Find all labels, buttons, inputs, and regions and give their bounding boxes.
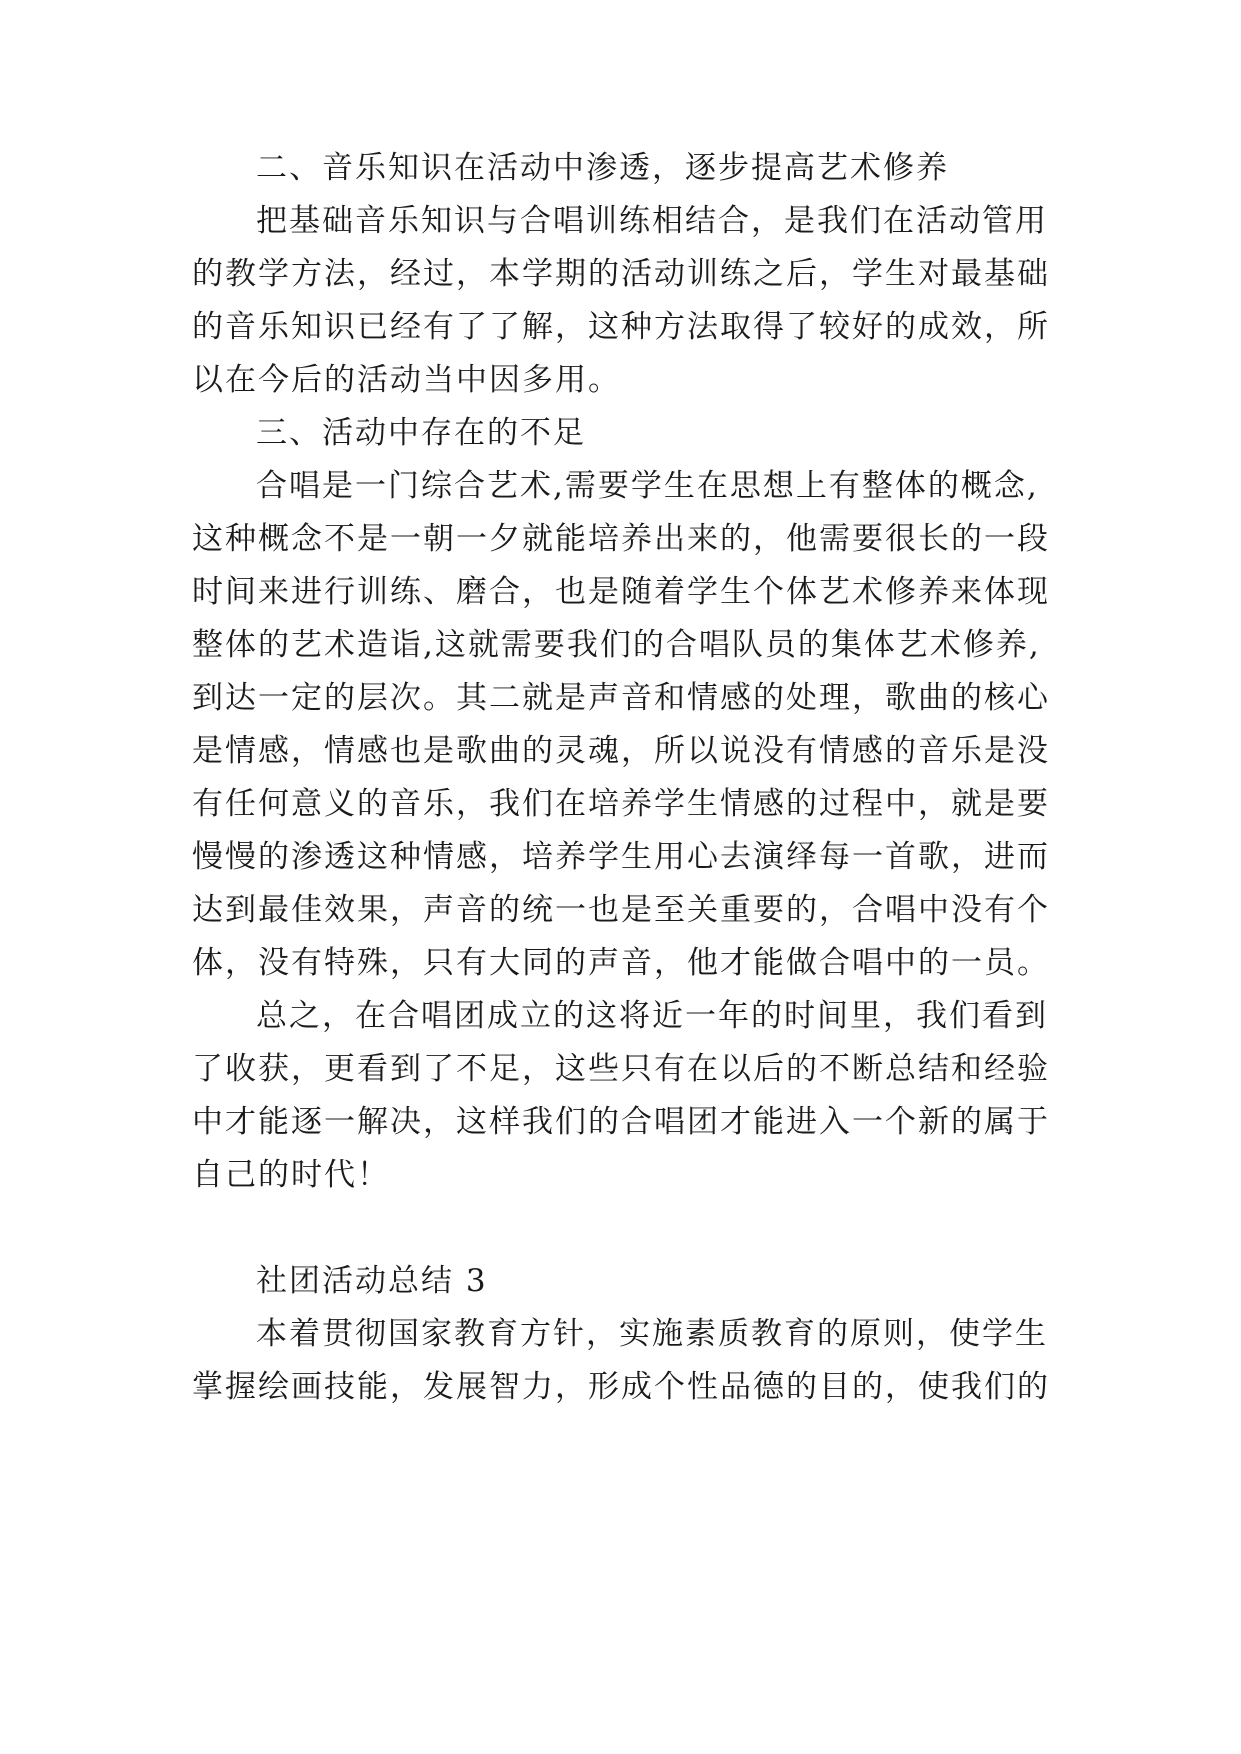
paragraph-line: 以在今后的活动当中因多用。 [192, 362, 621, 398]
paragraph-line: 掌握绘画技能，发展智力，形成个性品德的目的，使我们的 [192, 1369, 1050, 1405]
paragraph-line: 是情感，情感也是歌曲的灵魂，所以说没有情感的音乐是没 [192, 733, 1050, 769]
paragraph-line: 的音乐知识已经有了了解，这种方法取得了较好的成效，所 [192, 309, 1050, 345]
paragraph-line: 慢慢的渗透这种情感，培养学生用心去演绎每一首歌，进而 [192, 839, 1050, 875]
paragraph-line: 了收获，更看到了不足，这些只有在以后的不断总结和经验 [192, 1051, 1050, 1087]
paragraph-line: 这种概念不是一朝一夕就能培养出来的，他需要很长的一段 [192, 521, 1050, 557]
section-title: 社团活动总结 3 [256, 1263, 488, 1299]
paragraph-line: 中才能逐一解决，这样我们的合唱团才能进入一个新的属于 [192, 1104, 1050, 1140]
paragraph-line: 达到最佳效果，声音的统一也是至关重要的，合唱中没有个 [192, 892, 1050, 928]
paragraph-line: 的教学方法，经过，本学期的活动训练之后，学生对最基础 [192, 256, 1050, 292]
paragraph-line: 把基础音乐知识与合唱训练相结合，是我们在活动管用 [256, 203, 1048, 239]
paragraph-line: 有任何意义的音乐，我们在培养学生情感的过程中，就是要 [192, 786, 1050, 822]
section-heading-2: 二、音乐知识在活动中渗透，逐步提高艺术修养 [256, 150, 949, 186]
paragraph-line: 体，没有特殊，只有大同的声音，他才能做合唱中的一员。 [192, 945, 1050, 981]
section-heading-3: 三、活动中存在的不足 [256, 415, 586, 451]
paragraph-line: 自己的时代！ [192, 1157, 390, 1193]
paragraph-line: 到达一定的层次。其二就是声音和情感的处理，歌曲的核心 [192, 680, 1050, 716]
paragraph-line: 整体的艺术造诣,这就需要我们的合唱队员的集体艺术修养, [192, 627, 1041, 663]
paragraph-line: 合唱是一门综合艺术,需要学生在思想上有整体的概念, [256, 468, 1039, 504]
paragraph-line: 总之，在合唱团成立的这将近一年的时间里，我们看到 [256, 998, 1048, 1034]
paragraph-line: 时间来进行训练、磨合，也是随着学生个体艺术修养来体现 [192, 574, 1050, 610]
paragraph-line: 本着贯彻国家教育方针，实施素质教育的原则，使学生 [256, 1316, 1048, 1352]
